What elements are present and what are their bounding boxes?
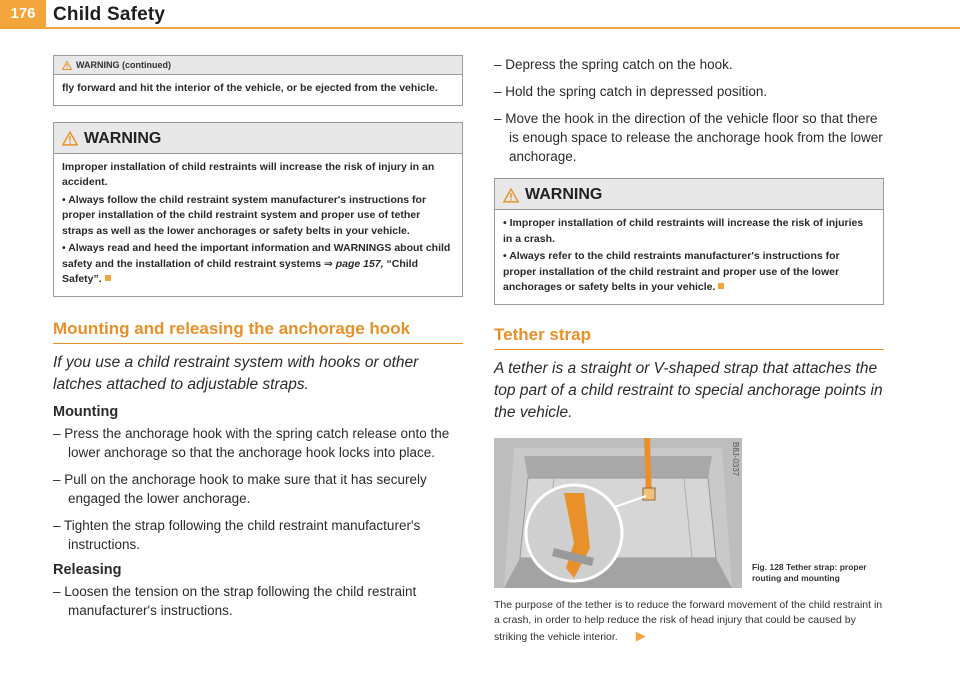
warning-continued-header — [54, 56, 462, 75]
warning-para — [62, 241, 454, 288]
warning-text: “Child Safety”. — [62, 257, 418, 285]
releasing-step: – Hold the spring catch in depressed position. — [494, 84, 768, 99]
chapter-title: Child Safety — [53, 4, 166, 25]
figure-code: B8J-0337 — [731, 441, 740, 476]
section-tether — [494, 325, 884, 645]
body-paragraph — [494, 598, 884, 645]
mounting-heading: Mounting — [53, 403, 119, 420]
right-column — [494, 55, 884, 645]
warning-text: • Always refer to the child restraints manufacturer's instructions for proper installation of the child restraint and proper use of the lower anchorages or safety belts in your vehicle. — [503, 250, 840, 293]
warning-continued-text: fly forward and hit the interior of the vehicle, or be ejected from the vehicle. — [62, 82, 438, 94]
warning-header — [54, 123, 462, 154]
mounting-step: – Press the anchorage hook with the spring catch release onto the lower anchorage so that the anchorage hook locks into place. — [53, 425, 450, 460]
warning-label: WARNING — [84, 129, 162, 147]
warning-triangle-icon — [62, 61, 72, 70]
page-reference-link[interactable]: page 157, — [335, 257, 384, 270]
warning-triangle-icon — [62, 131, 78, 146]
header-rule — [0, 27, 960, 29]
end-mark-icon — [105, 275, 111, 281]
tether-strap-illustration-icon — [494, 438, 742, 588]
tether-strap-figure — [494, 438, 742, 588]
warning-label: WARNING — [525, 186, 603, 203]
body-text: The purpose of the tether is to reduce the forward movement of the child restraint in a crash, in order to help reduce the risk of head injury that could be caused by striking the vehicle interior. — [494, 598, 883, 643]
warning-para: • Improper installation of child restraints will increase the risk of injuries in a crash. — [503, 217, 864, 245]
warning-box — [53, 122, 463, 297]
mounting-step: – Pull on the anchorage hook to make sure that it has securely engaged the lower anchorage. — [53, 471, 427, 506]
warning-text: • Always read and heed the important information and WARNINGS about child safety and the installation of child restraint systems ⇒ — [62, 242, 451, 270]
warning-continued-label: WARNING (continued) — [76, 60, 171, 70]
warning-para: Improper installation of child restraints will increase the risk of injury in an accident. — [62, 160, 435, 188]
warning-body — [54, 154, 462, 296]
warning-header — [495, 179, 883, 210]
figure-row — [494, 438, 884, 588]
releasing-step: – Depress the spring catch on the hook. — [494, 57, 733, 72]
section-mounting — [53, 319, 463, 620]
section-intro: If you use a child restraint system with hooks or other latches attached to adjustable straps. — [53, 353, 419, 393]
next-page-arrow-icon: ▶ — [635, 627, 646, 643]
releasing-heading: Releasing — [53, 561, 122, 578]
section-title: Tether strap — [494, 325, 884, 350]
warning-box — [494, 178, 884, 305]
warning-continued-box — [53, 55, 463, 106]
warning-body — [495, 210, 883, 304]
warning-continued-body — [54, 75, 462, 105]
releasing-step: – Loosen the tension on the strap following the child restraint manufacturer's instructions. — [53, 583, 417, 618]
warning-triangle-icon — [503, 188, 519, 203]
figure-caption: Fig. 128 Tether strap: proper routing and mounting — [752, 561, 867, 583]
warning-para — [503, 249, 875, 296]
end-mark-icon — [718, 283, 724, 289]
warning-para: • Always follow the child restraint system manufacturer's instructions for proper installation of the child restraint system and proper use of tether straps as well as the lower anchorages or safety belts in your vehicle. — [62, 193, 427, 237]
section-title: Mounting and releasing the anchorage hook — [53, 319, 463, 344]
page-number: 176 — [0, 0, 46, 27]
releasing-step: – Move the hook in the direction of the vehicle floor so that there is enough space to release the anchorage hook from the lower anchorage. — [494, 111, 883, 164]
section-intro: A tether is a straight or V-shaped strap that attaches the top part of a child restraint to special anchorage points in the vehicle. — [494, 359, 883, 421]
left-column — [53, 55, 463, 628]
mounting-step: – Tighten the strap following the child restraint manufacturer's instructions. — [53, 517, 421, 552]
